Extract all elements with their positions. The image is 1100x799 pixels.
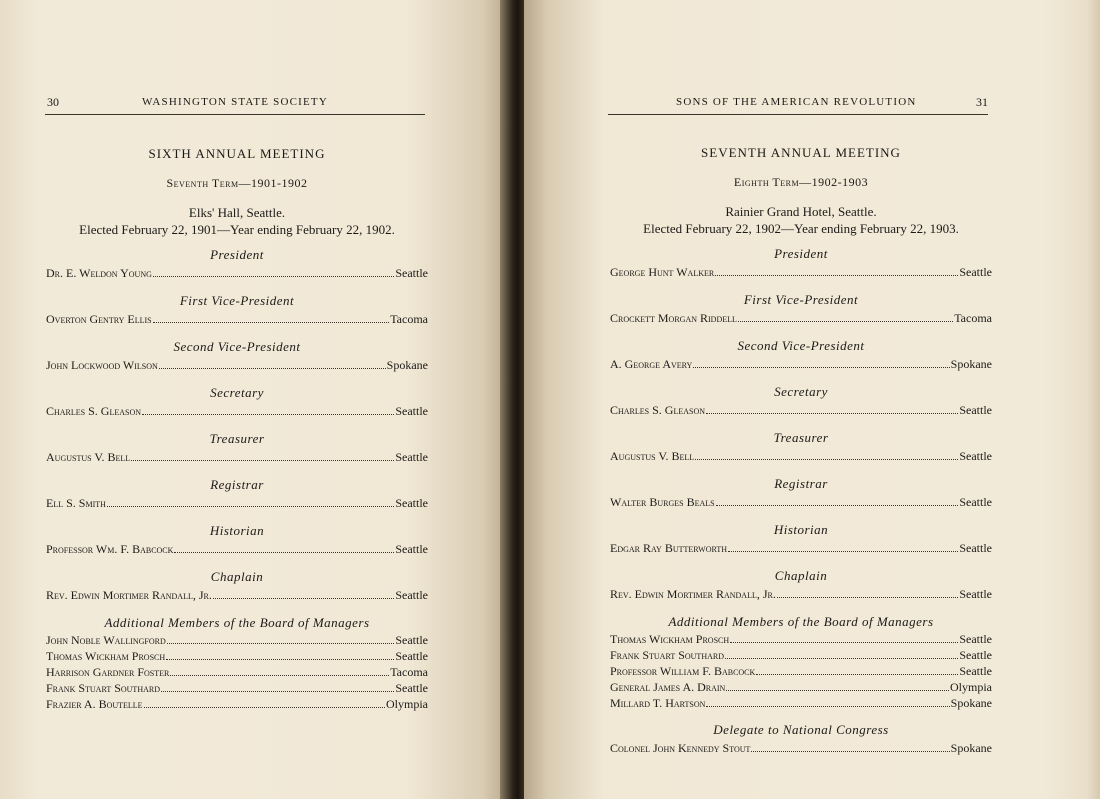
office-section bbox=[610, 383, 992, 426]
officer-row bbox=[610, 355, 992, 373]
office-section bbox=[610, 721, 992, 764]
officer-row bbox=[610, 647, 992, 663]
officer-row bbox=[46, 310, 428, 328]
term-line: Seventh Term—1901-1902 bbox=[166, 176, 308, 190]
office-section bbox=[46, 292, 428, 335]
dot-leader bbox=[693, 367, 949, 368]
dot-leader bbox=[726, 690, 949, 691]
officer-city: Spokane bbox=[950, 357, 992, 371]
office-section bbox=[46, 384, 428, 427]
officer-city: Seattle bbox=[959, 664, 992, 678]
office-section bbox=[46, 568, 428, 611]
dot-leader bbox=[153, 276, 394, 277]
officer-name: Colonel John Kennedy Stout bbox=[610, 741, 751, 755]
right-page bbox=[524, 0, 1100, 799]
office-heading: Delegate to National Congress bbox=[713, 722, 889, 737]
officer-name: Harrison Gardner Foster bbox=[46, 665, 170, 679]
officer-name: Frank Stuart Southard bbox=[46, 681, 160, 695]
office-section bbox=[610, 245, 992, 288]
office-section bbox=[46, 476, 428, 519]
office-heading: Historian bbox=[209, 523, 265, 538]
officer-city: Tacoma bbox=[390, 312, 428, 326]
office-heading: Historian bbox=[773, 522, 829, 537]
dot-leader bbox=[159, 368, 386, 369]
officer-city: Spokane bbox=[950, 696, 992, 710]
officer-city: Seattle bbox=[959, 648, 992, 662]
office-heading: President bbox=[210, 247, 264, 262]
dot-leader bbox=[107, 506, 394, 507]
office-heading: Secretary bbox=[774, 384, 828, 399]
election-line: Elected February 22, 1901—Year ending February 22, 1902. bbox=[79, 222, 395, 237]
officer-row bbox=[46, 540, 428, 558]
officer-row bbox=[46, 494, 428, 512]
dot-leader bbox=[706, 413, 958, 414]
officer-row bbox=[610, 263, 992, 281]
officer-name: Crockett Morgan Riddell bbox=[610, 311, 737, 325]
dot-leader bbox=[144, 707, 385, 708]
officer-city: Seattle bbox=[959, 587, 992, 601]
officer-name: General James A. Drain bbox=[610, 680, 726, 694]
officer-row bbox=[46, 402, 428, 420]
office-heading: Additional Members of the Board of Managers bbox=[104, 615, 370, 630]
office-section bbox=[610, 521, 992, 564]
dot-leader bbox=[715, 275, 958, 276]
right-content bbox=[610, 145, 992, 764]
officer-city: Seattle bbox=[959, 541, 992, 555]
meeting-title: SIXTH ANNUAL MEETING bbox=[148, 146, 326, 161]
office-heading: Registrar bbox=[210, 477, 264, 492]
office-section bbox=[46, 338, 428, 381]
dot-leader bbox=[695, 459, 958, 460]
officer-row bbox=[610, 539, 992, 557]
office-section bbox=[46, 430, 428, 473]
officer-name: Professor Wm. F. Babcock bbox=[46, 542, 174, 556]
dot-leader bbox=[161, 691, 394, 692]
officer-row bbox=[46, 648, 428, 664]
running-head: WASHINGTON STATE SOCIETY bbox=[142, 96, 328, 108]
officer-row bbox=[610, 695, 992, 711]
office-heading: Secretary bbox=[210, 385, 264, 400]
election-line: Elected February 22, 1902—Year ending February 22, 1903. bbox=[643, 221, 959, 236]
officer-name: Thomas Wickham Prosch bbox=[610, 632, 730, 646]
office-section bbox=[610, 291, 992, 334]
header-rule bbox=[608, 114, 988, 115]
officer-city: Seattle bbox=[959, 495, 992, 509]
officer-name: Thomas Wickham Prosch bbox=[46, 649, 166, 663]
officer-row bbox=[610, 401, 992, 419]
officer-row bbox=[610, 493, 992, 511]
page-number: 30 bbox=[47, 95, 59, 109]
left-content bbox=[46, 146, 428, 719]
officer-row bbox=[46, 632, 428, 648]
officer-name: George Hunt Walker bbox=[610, 265, 715, 279]
officer-row bbox=[610, 631, 992, 647]
officer-name: Walter Burges Beals bbox=[610, 495, 715, 509]
dot-leader bbox=[166, 659, 394, 660]
office-section bbox=[610, 429, 992, 472]
dot-leader bbox=[777, 597, 958, 598]
office-heading: Second Vice-President bbox=[737, 338, 865, 353]
officer-city: Seattle bbox=[395, 266, 428, 280]
officer-row bbox=[46, 696, 428, 712]
officer-list bbox=[46, 246, 428, 719]
officer-city: Seattle bbox=[959, 403, 992, 417]
office-section bbox=[610, 337, 992, 380]
officer-city: Seattle bbox=[959, 265, 992, 279]
office-heading: Treasurer bbox=[773, 430, 829, 445]
dot-leader bbox=[174, 552, 394, 553]
officer-city: Olympia bbox=[950, 680, 992, 694]
officer-city: Seattle bbox=[395, 496, 428, 510]
dot-leader bbox=[751, 751, 949, 752]
officer-row bbox=[46, 356, 428, 374]
office-heading: First Vice-President bbox=[743, 292, 859, 307]
dot-leader bbox=[728, 551, 958, 552]
dot-leader bbox=[213, 598, 394, 599]
office-section bbox=[46, 614, 428, 719]
left-page bbox=[0, 0, 508, 799]
running-head: SONS OF THE AMERICAN REVOLUTION bbox=[676, 96, 917, 108]
officer-row bbox=[46, 448, 428, 466]
dot-leader bbox=[170, 675, 389, 676]
dot-leader bbox=[730, 642, 958, 643]
officer-row bbox=[46, 586, 428, 604]
page-edge bbox=[1086, 0, 1100, 799]
dot-leader bbox=[153, 322, 390, 323]
officer-row bbox=[46, 664, 428, 680]
office-heading: Second Vice-President bbox=[173, 339, 301, 354]
page-number: 31 bbox=[976, 95, 988, 109]
office-section bbox=[610, 475, 992, 518]
dot-leader bbox=[167, 643, 395, 644]
officer-name: Ell S. Smith bbox=[46, 496, 106, 510]
officer-row bbox=[610, 663, 992, 679]
office-section bbox=[46, 522, 428, 565]
officer-row bbox=[610, 585, 992, 603]
office-heading: Treasurer bbox=[209, 431, 265, 446]
officer-city: Seattle bbox=[395, 404, 428, 418]
officer-row bbox=[46, 680, 428, 696]
officer-name: Augustus V. Bell bbox=[46, 450, 131, 464]
officer-name: Professor William F. Babcock bbox=[610, 664, 756, 678]
header-rule bbox=[45, 114, 425, 115]
officer-list bbox=[610, 245, 992, 764]
dot-leader bbox=[756, 674, 958, 675]
dot-leader bbox=[142, 414, 394, 415]
office-section bbox=[610, 567, 992, 610]
officer-name: John Noble Wallingford bbox=[46, 633, 166, 647]
dot-leader bbox=[716, 505, 959, 506]
officer-city: Seattle bbox=[395, 542, 428, 556]
meeting-place: Rainier Grand Hotel, Seattle. bbox=[725, 204, 877, 219]
officer-city: Seattle bbox=[959, 449, 992, 463]
officer-name: Frazier A. Boutelle bbox=[46, 697, 143, 711]
officer-city: Tacoma bbox=[954, 311, 992, 325]
officer-row bbox=[610, 309, 992, 327]
meeting-title: SEVENTH ANNUAL MEETING bbox=[701, 145, 901, 160]
officer-city: Seattle bbox=[395, 681, 428, 695]
officer-name: Charles S. Gleason bbox=[610, 403, 706, 417]
officer-row bbox=[610, 447, 992, 465]
officer-name: Frank Stuart Southard bbox=[610, 648, 724, 662]
meeting-place: Elks' Hall, Seattle. bbox=[188, 205, 286, 220]
office-section bbox=[46, 246, 428, 289]
dot-leader bbox=[131, 460, 394, 461]
officer-city: Tacoma bbox=[390, 665, 428, 679]
officer-name: John Lockwood Wilson bbox=[46, 358, 158, 372]
officer-city: Spokane bbox=[386, 358, 428, 372]
officer-name: Dr. E. Weldon Young bbox=[46, 266, 152, 280]
officer-name: Overton Gentry Ellis bbox=[46, 312, 152, 326]
office-section bbox=[610, 613, 992, 718]
officer-name: A. George Avery bbox=[610, 357, 693, 371]
officer-city: Seattle bbox=[395, 588, 428, 602]
officer-city: Spokane bbox=[950, 741, 992, 755]
office-heading: First Vice-President bbox=[179, 293, 295, 308]
officer-name: Rev. Edwin Mortimer Randall, Jr. bbox=[46, 588, 212, 602]
officer-name: Millard T. Hartson bbox=[610, 696, 706, 710]
term-line: Eighth Term—1902-1903 bbox=[733, 175, 869, 189]
officer-city: Seattle bbox=[959, 632, 992, 646]
office-heading: President bbox=[774, 246, 828, 261]
officer-row bbox=[610, 739, 992, 757]
officer-city: Olympia bbox=[386, 697, 428, 711]
officer-name: Edgar Ray Butterworth bbox=[610, 541, 728, 555]
dot-leader bbox=[738, 321, 953, 322]
officer-city: Seattle bbox=[395, 633, 428, 647]
officer-row bbox=[610, 679, 992, 695]
dot-leader bbox=[725, 658, 958, 659]
officer-city: Seattle bbox=[395, 649, 428, 663]
officer-name: Charles S. Gleason bbox=[46, 404, 142, 418]
officer-city: Seattle bbox=[395, 450, 428, 464]
officer-name: Augustus V. Bell bbox=[610, 449, 695, 463]
officer-name: Rev. Edwin Mortimer Randall, Jr. bbox=[610, 587, 776, 601]
office-heading: Registrar bbox=[774, 476, 828, 491]
office-heading: Additional Members of the Board of Managers bbox=[668, 614, 934, 629]
dot-leader bbox=[706, 706, 949, 707]
office-heading: Chaplain bbox=[210, 569, 264, 584]
officer-row bbox=[46, 264, 428, 282]
office-heading: Chaplain bbox=[774, 568, 828, 583]
